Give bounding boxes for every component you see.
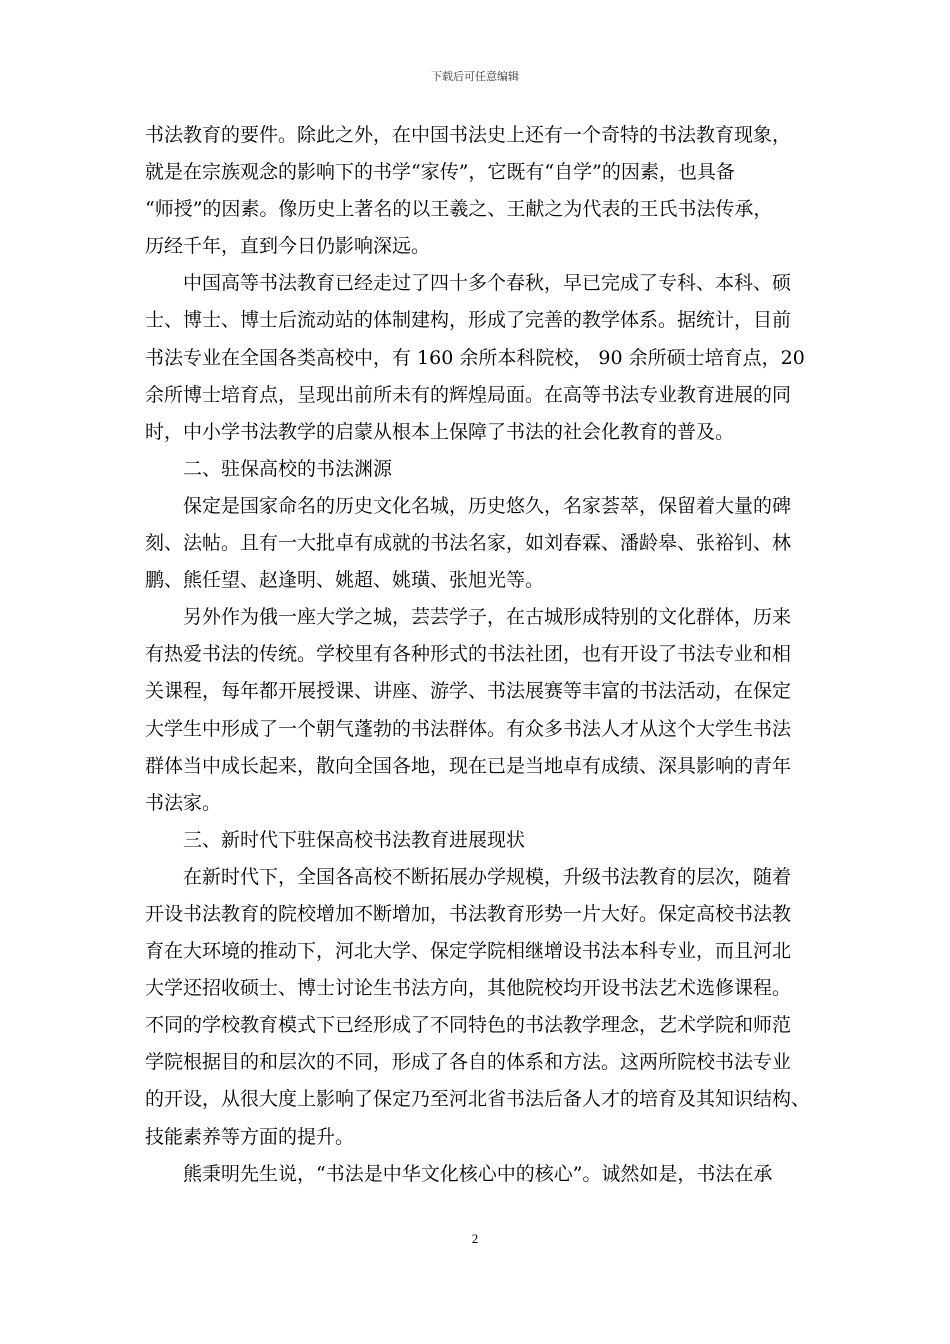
text-line: 刻、法帖。且有一大批卓有成就的书法名家，如刘春霖、潘龄皋、张裕钊、林 [145, 532, 792, 555]
text-line: 育在大环境的推动下，河北大学、保定学院相继增设书法本科专业，而且河北 [145, 940, 792, 963]
text-line: 群体当中成长起来，散向全国各地，现在已是当地卓有成绩、深具影响的青年 [145, 754, 792, 777]
text-line: 技能素养等方面的提升。 [145, 1125, 355, 1148]
page-header: 下载后可任意编辑 [431, 70, 519, 83]
text-line: 另外作为俄一座大学之城，芸芸学子，在古城形成特别的文化群体，历来 [183, 606, 792, 629]
text-line: 的开设，从很大度上影响了保定乃至河北省书法后备人才的培育及其知识结构、 [145, 1088, 811, 1111]
text-line: 大学还招收硕士、博士讨论生书法方向，其他院校均开设书法艺术选修课程。 [145, 977, 792, 1000]
text-line: 余所博士培育点，呈现出前所未有的辉煌局面。在高等书法专业教育进展的同 [145, 383, 792, 406]
text-line: “师授”的因素。像历史上著名的以王羲之、王献之为代表的王氏书法传承， [145, 198, 773, 221]
text-line: 书法专业在全国各类高校中，有 160 余所本科院校， 90 余所硕士培育点，20 [145, 346, 805, 369]
section-heading: 二、驻保高校的书法渊源 [183, 457, 393, 480]
body-text [145, 117, 811, 1193]
text-line: 有热爱书法的传统。学校里有各种形式的书法社团，也有开设了书法专业和相 [145, 643, 792, 666]
text-line: 不同的学校教育模式下已经形成了不同特色的书法教学理念，艺术学院和师范 [145, 1014, 792, 1037]
text-line: 时，中小学书法教学的启蒙从根本上保障了书法的社会化教育的普及。 [145, 420, 735, 443]
text-line: 就是在宗族观念的影响下的书学“家传”，它既有“自学”的因素，也具备 [145, 161, 735, 184]
text-line: 书法教育的要件。除此之外，在中国书法史上还有一个奇特的书法教育现象， [145, 124, 792, 146]
text-line: 历经千年，直到今日仍影响深远。 [145, 235, 431, 258]
text-line: 大学生中形成了一个朝气蓬勃的书法群体。有众多书法人才从这个大学生书法 [145, 717, 792, 740]
text-line: 士、博士、博士后流动站的体制建构，形成了完善的教学体系。据统计，目前 [145, 309, 792, 332]
text-line: 学院根据目的和层次的不同，形成了各自的体系和方法。这两所院校书法专业 [145, 1051, 792, 1074]
text-line: 熊秉明先生说，“书法是中华文化核心中的核心”。诚然如是，书法在承 [183, 1162, 773, 1185]
text-line: 在新时代下，全国各高校不断拓展办学规模，升级书法教育的层次，随着 [183, 865, 792, 888]
text-line: 开设书法教育的院校增加不断增加，书法教育形势一片大好。保定高校书法教 [145, 902, 792, 925]
section-heading: 三、新时代下驻保高校书法教育进展现状 [183, 828, 526, 851]
page-number: 2 [471, 1231, 479, 1246]
text-line: 书法家。 [145, 791, 222, 814]
text-line: 保定是国家命名的历史文化名城，历史悠久，名家荟萃，保留着大量的碑 [183, 494, 792, 517]
text-line: 中国高等书法教育已经走过了四十多个春秋，早已完成了专科、本科、硕 [183, 272, 792, 295]
text-line: 关课程，每年都开展授课、讲座、游学、书法展赛等丰富的书法活动，在保定 [145, 680, 792, 703]
text-line: 鹏、熊任望、赵逢明、姚超、姚璜、张旭光等。 [145, 569, 545, 592]
